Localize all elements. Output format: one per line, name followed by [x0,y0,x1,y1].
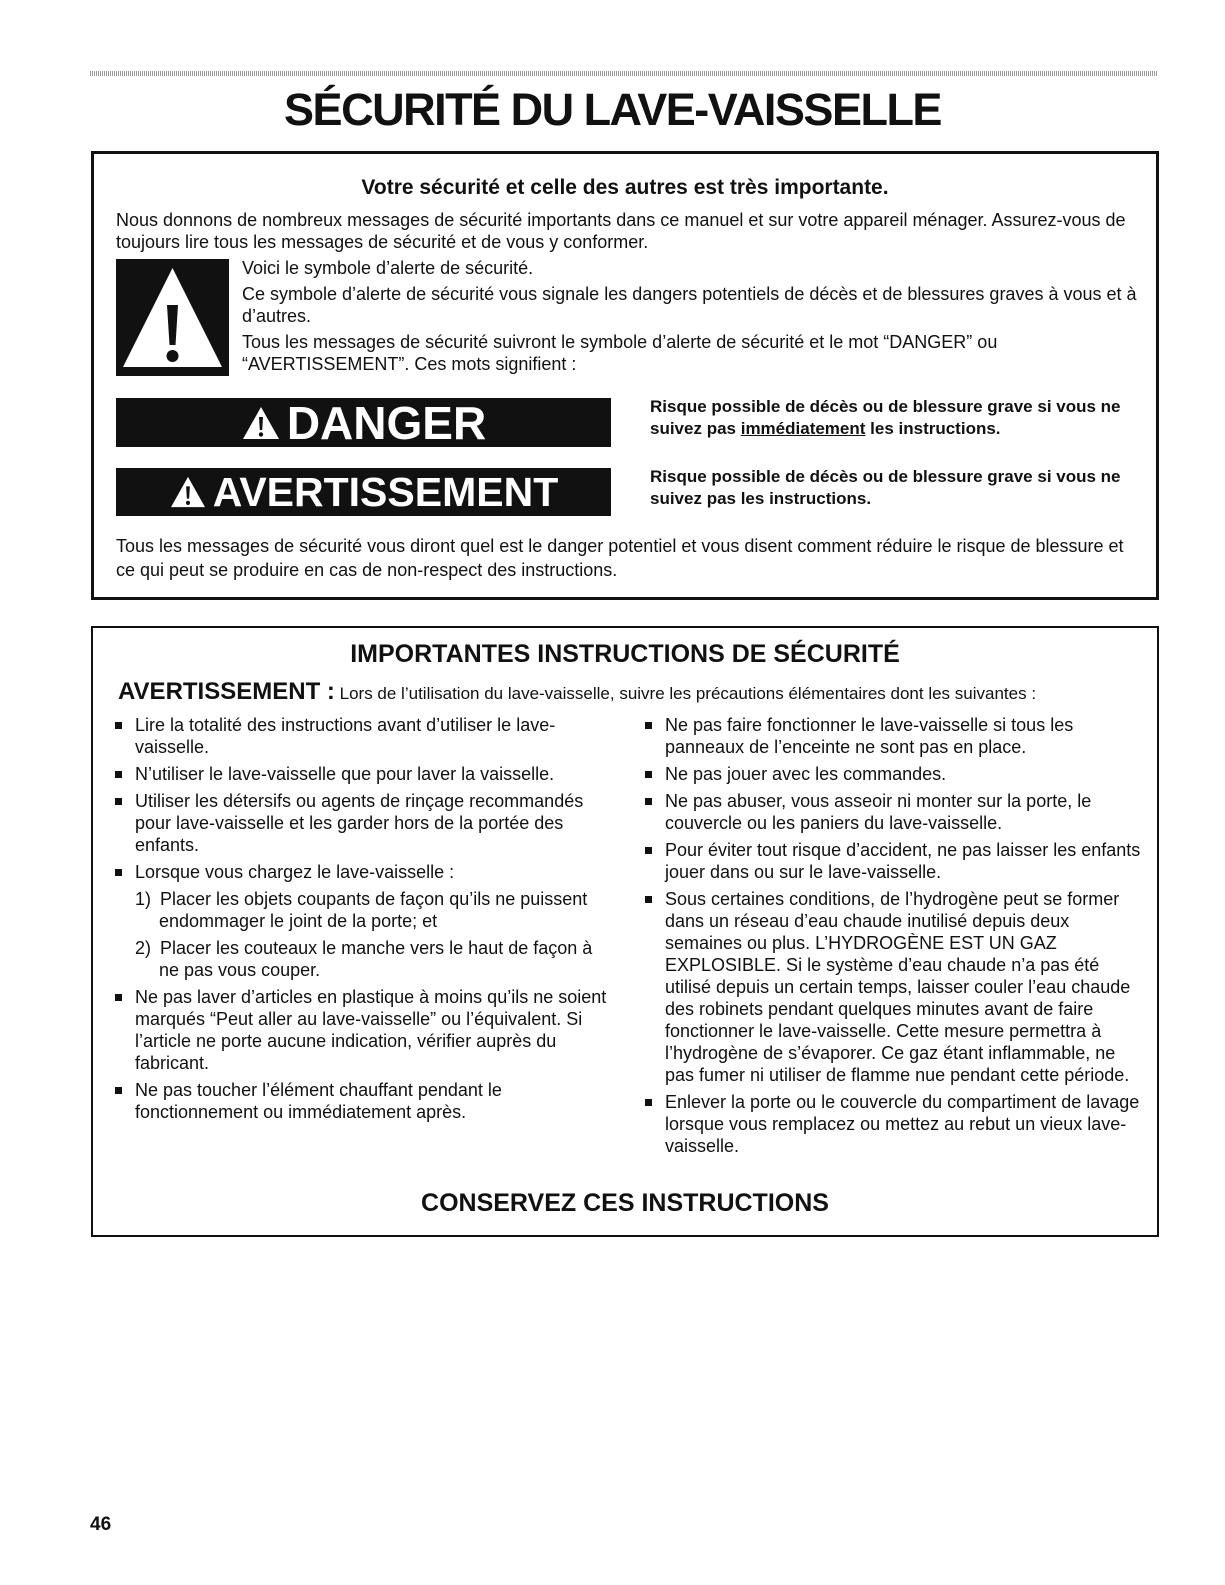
list-item [641,790,1141,834]
list-item [111,1079,609,1123]
danger-signal-bar [116,398,611,447]
list-item-text: Utiliser les détersifs ou agents de rinçage recommandés pour lave-vaisselle et les garder hors de la portée des enfants. [135,791,584,855]
list-item [641,839,1141,883]
list-item-text: N’utiliser le lave-vaisselle que pour laver la vaisselle. [135,764,555,784]
bullet-square-icon [645,847,652,854]
bullet-square-icon [115,771,122,778]
instructions-right-column [641,714,1141,1162]
warning-triangle-icon [241,405,281,441]
list-item-text: Pour éviter tout risque d’accident, ne pas laisser les enfants jouer dans ou sur le lave-vaisselle. [665,840,1141,882]
page-number: 46 [90,1514,112,1535]
safety-info-box [91,151,1159,600]
bullet-square-icon [115,722,122,729]
lead-text: Lors de l’utilisation du lave-vaisselle, suivre les précautions élémentaires dont les suivantes : [334,684,1037,703]
danger-description [650,396,1150,440]
list-item-text: Ne pas jouer avec les commandes. [665,764,947,784]
alert-explanation [242,257,1142,379]
sub-item-text: Placer les couteaux le manche vers le haut de façon à ne pas vous couper. [159,938,593,980]
sub-list-item [111,888,609,932]
list-item-text: Ne pas laver d’articles en plastique à moins qu’ils ne soient marqués “Peut aller au lave-vaisselle” ou l’équivalent. Si l’article ne porte aucune indication, vérifier auprès du fabricant. [135,987,607,1073]
list-item [111,861,609,883]
danger-label: DANGER [286,396,487,449]
danger-desc-text: Risque possible de décès ou de blessure grave si vous ne suivez pas [650,397,1121,438]
alert-line: Voici le symbole d’alerte de sécurité. [242,258,534,278]
list-item [641,888,1141,1086]
instructions-left-column [111,714,609,1128]
lead-warning-word: AVERTISSEMENT : [118,678,335,705]
list-item [641,1091,1141,1157]
bullet-square-icon [115,798,122,805]
bullet-square-icon [645,722,652,729]
bullet-square-icon [645,896,652,903]
sub-item-text: Placer les objets coupants de façon qu’ils ne puissent endommager le joint de la porte; et [159,889,588,931]
safety-box-closing: Tous les messages de sécurité vous diront quel est le danger potentiel et vous disent comment réduire le risque de blessure et ce qui peut se produire en cas de non-respect des instructions. [116,536,1124,580]
important-instructions-box [91,626,1159,1237]
danger-desc-text-end: les instructions. [865,419,1001,438]
page-title: SÉCURITÉ DU LAVE-VAISSELLE [284,84,941,135]
list-item-text: Ne pas faire fonctionner le lave-vaisselle si tous les panneaux de l’enceinte ne sont pas en place. [665,715,1074,757]
top-divider-rule [90,71,1158,76]
list-item [111,790,609,856]
list-item-text: Ne pas toucher l’élément chauffant pendant le fonctionnement ou immédiatement après. [135,1080,502,1122]
list-item [111,763,609,785]
warning-triangle-icon [169,475,207,509]
bullet-square-icon [645,771,652,778]
alert-line: Tous les messages de sécurité suivront le symbole d’alerte de sécurité et le mot “DANGER” ou “AVERTISSEMENT”. Ces mots signifient : [242,332,998,374]
instructions-heading: IMPORTANTES INSTRUCTIONS DE SÉCURITÉ [350,640,900,668]
list-item-text: Lire la totalité des instructions avant d’utiliser le lave-vaisselle. [135,715,556,757]
sub-list-item [111,937,609,981]
list-item-text: Ne pas abuser, vous asseoir ni monter sur la porte, le couvercle ou les paniers du lave-vaisselle. [665,791,1092,833]
list-item [641,763,1141,785]
list-item-text: Lorsque vous chargez le lave-vaisselle : [135,862,455,882]
sub-item-number: 1) [135,889,152,909]
bullet-square-icon [115,994,122,1001]
danger-desc-emphasis: immédiatement [740,419,866,438]
bullet-square-icon [645,798,652,805]
list-item [641,714,1141,758]
warning-label: AVERTISSEMENT [212,468,559,515]
safety-box-heading: Votre sécurité et celle des autres est très importante. [361,176,889,199]
bullet-square-icon [115,1087,122,1094]
instructions-footer: CONSERVEZ CES INSTRUCTIONS [421,1189,829,1217]
list-item [111,714,609,758]
list-item-text: Sous certaines conditions, de l’hydrogène peut se former dans un réseau d’eau chaude inutilisé depuis deux semaines ou plus. L’HYDROGÈNE EST UN GAZ EXPLOSIBLE. Si le système d’eau chaude n’a pas été utilisé depuis un certain temps, laisser couler l’eau chaude des robinets pendant quelques minutes avant de faire fonctionner le lave-vaisselle. Cette mesure permettra à l’hydrogène de s’évaporer. Ce gaz étant inflammable, ne pas fumer ni utiliser de flamme nue pendant cette période. [665,889,1131,1085]
instructions-lead [118,678,1158,706]
list-item-text: Enlever la porte ou le couvercle du compartiment de lavage lorsque vous remplacez ou mettez au rebut un vieux lave-vaisselle. [665,1092,1140,1156]
list-item [111,986,609,1074]
bullet-square-icon [115,869,122,876]
sub-item-number: 2) [135,938,152,958]
safety-alert-triangle-icon [116,259,229,376]
warning-description: Risque possible de décès ou de blessure grave si vous ne suivez pas les instructions. [650,467,1121,508]
warning-signal-bar [116,468,611,516]
bullet-square-icon [645,1099,652,1106]
alert-line: Ce symbole d’alerte de sécurité vous signale les dangers potentiels de décès et de blessures graves à vous et à d’autres. [242,284,1137,326]
safety-box-intro: Nous donnons de nombreux messages de sécurité importants dans ce manuel et sur votre appareil ménager. Assurez-vous de toujours lire tous les messages de sécurité et de vous y conformer. [116,210,1126,252]
